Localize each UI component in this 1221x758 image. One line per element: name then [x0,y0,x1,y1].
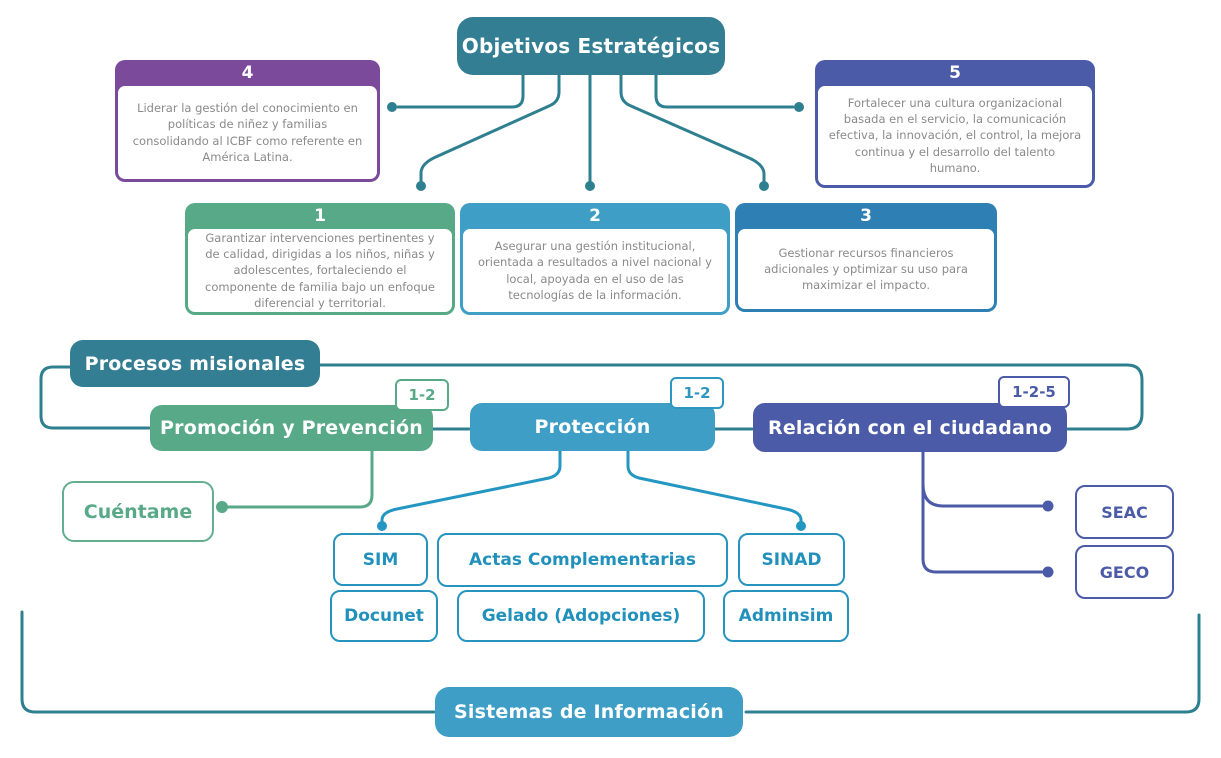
system-box-actas-complementarias: Actas Complementarias [437,533,728,587]
connector-dot [377,521,387,531]
system-box-sinad: SINAD [738,533,845,586]
line-to-seac [923,484,1042,506]
process-promocion-y-prevencion: Promoción y Prevención [150,405,433,451]
connector-dot [796,521,806,531]
line-to-sim [382,451,560,522]
objective-text: Fortalecer una cultura organizacional basada en el servicio, la comunicación efectiva, la innovación, el control, la mejora continua y el desarrollo del talento humano. [818,86,1092,185]
connector-dot [416,181,426,191]
objective-text: Asegurar una gestión institucional, orientada a resultados a nivel nacional y local, apoyada en el uso de las tecnologías de la información. [463,229,727,312]
indigo-connector-group [923,452,1042,572]
objective-text: Gestionar recursos financieros adicionales y optimizar su uso para maximizar el impacto. [738,229,994,309]
connector-dot [794,102,804,112]
system-box-docunet: Docunet [330,590,438,642]
objective-number: 2 [589,206,601,226]
line-to-objective-4 [398,74,523,107]
sistemas-de-informacion-label: Sistemas de Información [435,687,743,737]
objective-number: 1 [314,206,326,226]
objective-text: Garantizar intervenciones pertinentes y de calidad, dirigidas a los niños, niñas y adolescentes, fortaleciendo el componente de familia bajo un enfoque diferencial y territorial. [188,229,452,312]
objective-card-5 [815,60,1095,188]
system-box-geco: GECO [1075,545,1174,599]
connector-dot [759,181,769,191]
process-proteccion: Protección [470,403,715,451]
connector-dot [585,181,595,191]
lightblue-connector-group [382,451,801,522]
proteccion-objectives-tag: 1-2 [670,377,724,409]
objective-number: 5 [949,63,961,83]
process-relacion-con-el-ciudadano: Relación con el ciudadano [753,403,1067,452]
objective-text: Liderar la gestión del conocimiento en políticas de niñez y familias consolidando al ICBF como referente en América Latina. [118,86,377,179]
objective-number: 3 [860,206,872,226]
system-box-gelado-adopciones: Gelado (Adopciones) [457,590,705,642]
system-box-sim: SIM [333,533,428,586]
line-to-cuentame [228,451,372,507]
connector-dot [216,501,228,513]
connector-dot [1043,501,1054,512]
procesos-misionales-label: Procesos misionales [70,340,320,387]
system-box-seac: SEAC [1075,485,1174,539]
connector-dot [1043,567,1054,578]
line-to-geco [923,452,1042,572]
green-connector-group [228,451,372,507]
objective-card-1 [185,203,455,315]
teal-connector-dots [387,102,804,191]
connector-dot [387,102,397,112]
objective-card-4 [115,60,380,182]
system-box-adminsim: Adminsim [723,590,849,642]
objective-number: 4 [241,63,254,83]
line-to-objective-5 [656,74,793,107]
objective-card-3 [735,203,997,312]
line-to-sinad [628,451,801,522]
relacion-objectives-tag: 1-2-5 [998,376,1070,408]
objetivos-estrategicos-label: Objetivos Estratégicos [457,17,725,75]
system-box-cuentame: Cuéntame [62,481,214,542]
promocion-objectives-tag: 1-2 [395,379,449,411]
line-to-objective-3 [621,74,764,181]
objective-card-2 [460,203,730,315]
line-to-objective-1 [421,74,559,181]
